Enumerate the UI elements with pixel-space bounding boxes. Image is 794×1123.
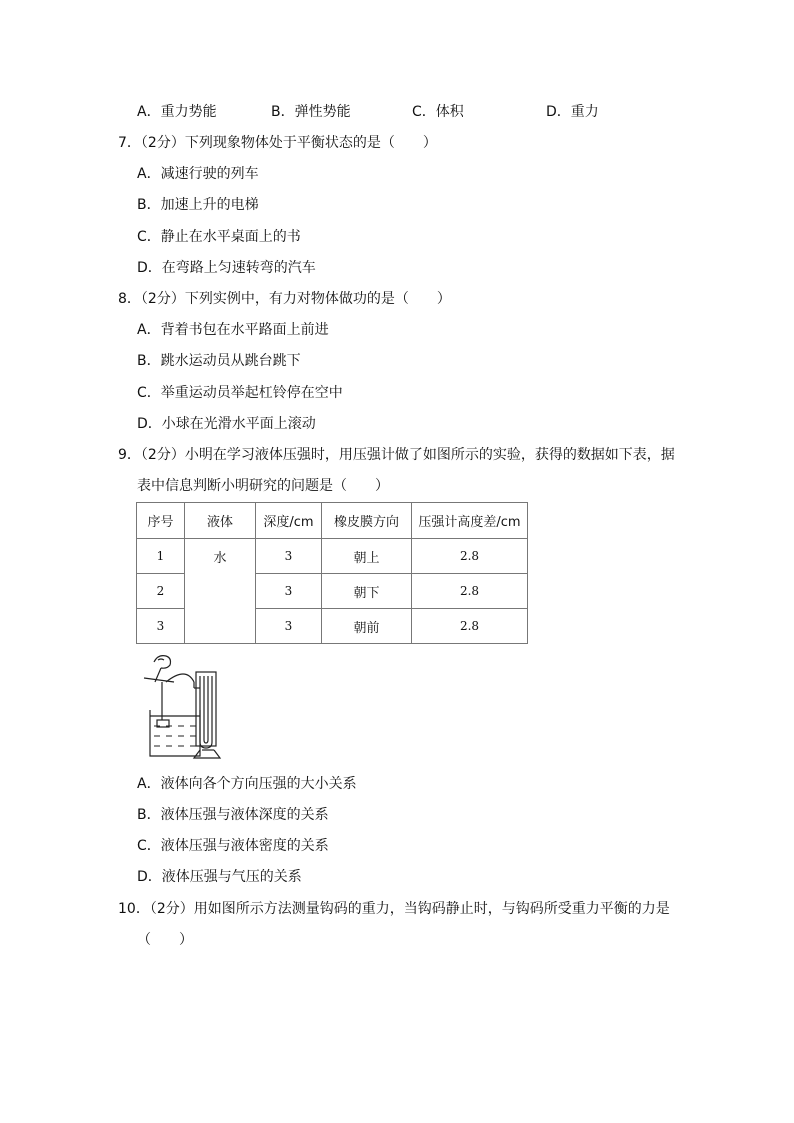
header-direction: 橡皮膜方向 (322, 503, 412, 539)
q6-option-d: D．重力 (546, 104, 599, 120)
q9-data-table (136, 502, 528, 644)
q8-option-a: A．背着书包在水平路面上前进 (137, 322, 329, 338)
cell-no: 1 (137, 539, 185, 574)
q6-option-b: B．弹性势能 (271, 104, 351, 120)
header-liquid: 液体 (185, 503, 256, 539)
cell-depth: 3 (256, 574, 322, 609)
cell-liquid (185, 539, 256, 644)
q7-option-c: C．静止在水平桌面上的书 (137, 229, 301, 245)
pressure-gauge-illustration (140, 650, 232, 760)
cell-direction: 朝下 (322, 574, 412, 609)
q8-option-c: C．举重运动员举起杠铃停在空中 (137, 385, 343, 401)
cell-depth: 3 (256, 609, 322, 644)
cell-height-diff: 2.8 (412, 609, 528, 644)
q10-stem-line1: 10．（2分）用如图所示方法测量钩码的重力，当钩码静止时，与钩码所受重力平衡的力是 (118, 901, 670, 917)
q9-option-a: A．液体向各个方向压强的大小关系 (137, 776, 357, 792)
cell-no: 2 (137, 574, 185, 609)
q7-stem: 7．（2分）下列现象物体处于平衡状态的是（ ） (118, 135, 437, 151)
q8-option-d: D．小球在光滑水平面上滚动 (137, 416, 316, 432)
q7-option-a: A．减速行驶的列车 (137, 166, 259, 182)
pressure-gauge-figure (140, 650, 232, 760)
q6-options-row (0, 102, 794, 122)
cell-depth: 3 (256, 539, 322, 574)
q9-stem-line2: 表中信息判断小明研究的问题是（ ） (137, 478, 389, 494)
q9-option-b: B．液体压强与液体深度的关系 (137, 807, 329, 823)
q8-option-b: B．跳水运动员从跳台跳下 (137, 353, 301, 369)
table-header-row (137, 503, 528, 539)
q6-option-c: C．体积 (412, 104, 464, 120)
header-depth: 深度/cm (256, 503, 322, 539)
q7-option-d: D．在弯路上匀速转弯的汽车 (137, 260, 316, 276)
q9-option-c: C．液体压强与液体密度的关系 (137, 838, 329, 854)
cell-height-diff: 2.8 (412, 539, 528, 574)
q8-stem: 8．（2分）下列实例中，有力对物体做功的是（ ） (118, 291, 451, 307)
header-height-diff: 压强计高度差/cm (412, 503, 528, 539)
cell-no: 3 (137, 609, 185, 644)
cell-liquid-text: 水 (213, 551, 227, 566)
cell-direction: 朝前 (322, 609, 412, 644)
header-no: 序号 (137, 503, 185, 539)
table-row (137, 539, 528, 574)
q9-stem-line1: 9．（2分）小明在学习液体压强时，用压强计做了如图所示的实验，获得的数据如下表，据 (118, 447, 675, 463)
q6-option-a: A．重力势能 (137, 104, 217, 120)
cell-height-diff: 2.8 (412, 574, 528, 609)
cell-direction: 朝上 (322, 539, 412, 574)
q7-option-b: B．加速上升的电梯 (137, 197, 259, 213)
q9-option-d: D．液体压强与气压的关系 (137, 869, 302, 885)
q10-stem-line2: （ ） (137, 932, 193, 948)
